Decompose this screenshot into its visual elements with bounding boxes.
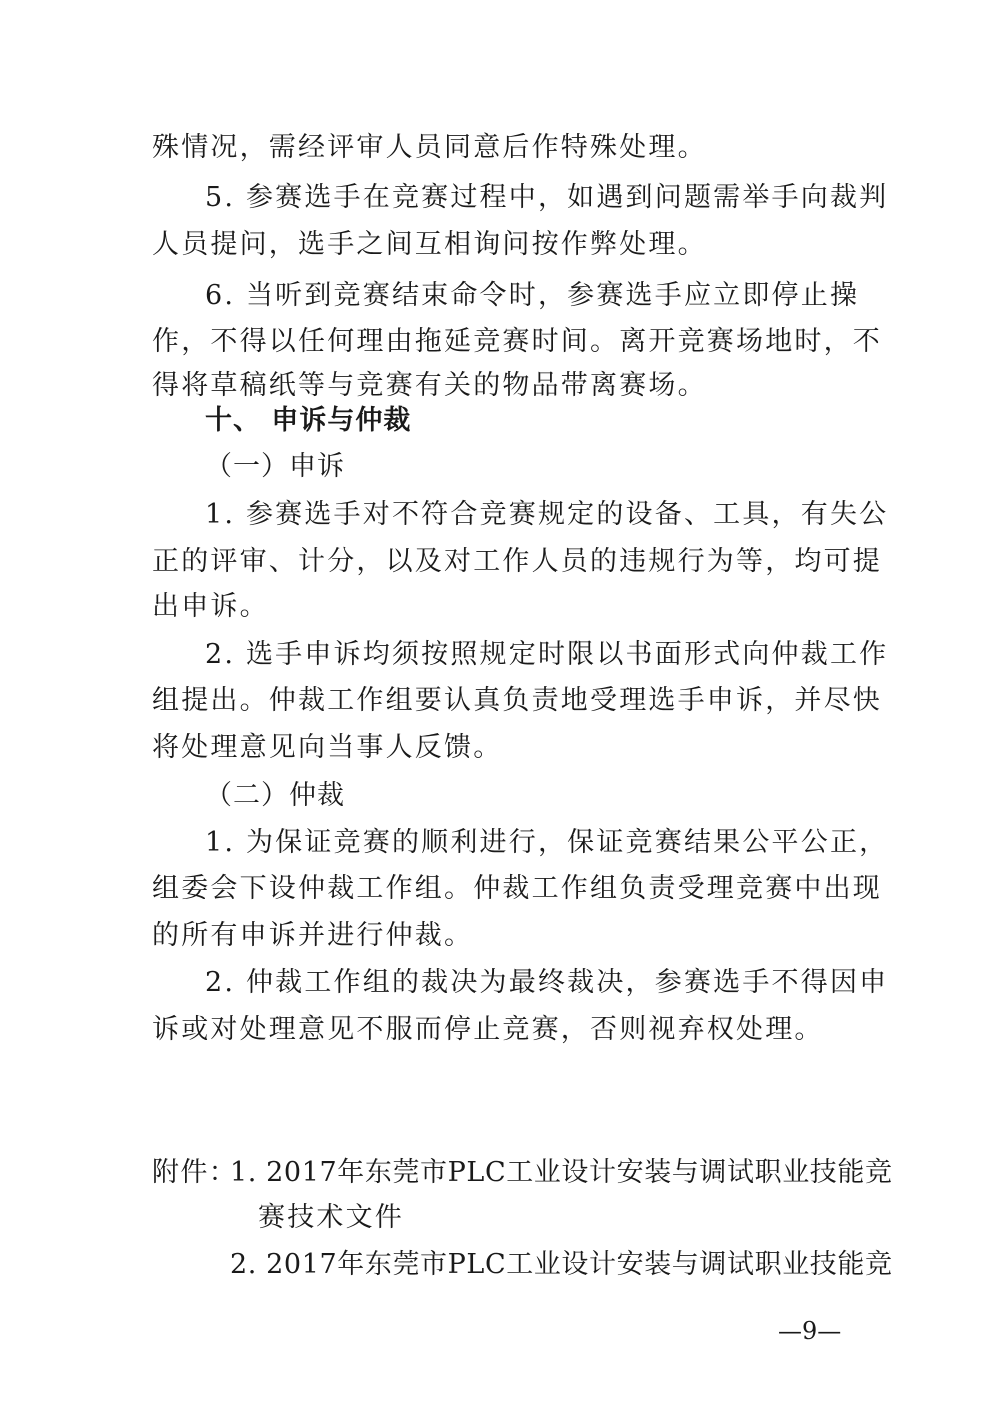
- paragraph-line: 作，不得以任何理由拖延竞赛时间。离开竞赛场地时，不: [152, 326, 882, 357]
- section-heading: 十、 申诉与仲裁: [205, 405, 412, 436]
- page-number: —9—: [778, 1317, 842, 1345]
- paragraph-line: 5. 参赛选手在竞赛过程中，如遇到问题需举手向裁判: [205, 182, 889, 213]
- attachment-item: 1. 2017年东莞市PLC工业设计安装与调试职业技能竞: [230, 1157, 893, 1188]
- subsection-heading-appeal: （一）申诉: [205, 451, 345, 482]
- attachments-label: 附件：: [152, 1157, 238, 1188]
- subsection-heading-arbitration: （二）仲裁: [205, 780, 345, 811]
- paragraph-line: 2. 仲裁工作组的裁决为最终裁决，参赛选手不得因申: [205, 967, 889, 998]
- paragraph-line: 组委会下设仲裁工作组。仲裁工作组负责受理竞赛中出现: [152, 873, 882, 904]
- paragraph-line: 诉或对处理意见不服而停止竞赛，否则视弃权处理。: [152, 1014, 824, 1045]
- paragraph-line: 1. 为保证竞赛的顺利进行，保证竞赛结果公平公正，: [205, 827, 889, 858]
- attachment-item-continuation: 赛技术文件: [258, 1202, 404, 1233]
- paragraph-line: 将处理意见向当事人反馈。: [152, 732, 503, 763]
- paragraph-line: 人员提问，选手之间互相询问按作弊处理。: [152, 229, 707, 260]
- paragraph-line: 2. 选手申诉均须按照规定时限以书面形式向仲裁工作: [205, 639, 889, 670]
- paragraph-line: 1. 参赛选手对不符合竞赛规定的设备、工具，有失公: [205, 499, 889, 530]
- paragraph-line: 的所有申诉并进行仲裁。: [152, 920, 474, 951]
- paragraph-line: 组提出。仲裁工作组要认真负责地受理选手申诉，并尽快: [152, 685, 882, 716]
- paragraph-line: 6. 当听到竞赛结束命令时，参赛选手应立即停止操: [205, 280, 860, 311]
- paragraph-line: 得将草稿纸等与竞赛有关的物品带离赛场。: [152, 370, 707, 401]
- paragraph-line: 出申诉。: [152, 591, 269, 622]
- paragraph-line: 正的评审、计分，以及对工作人员的违规行为等，均可提: [152, 546, 882, 577]
- paragraph-line: 殊情况，需经评审人员同意后作特殊处理。: [152, 132, 707, 163]
- attachment-item: 2. 2017年东莞市PLC工业设计安装与调试职业技能竞: [230, 1249, 893, 1280]
